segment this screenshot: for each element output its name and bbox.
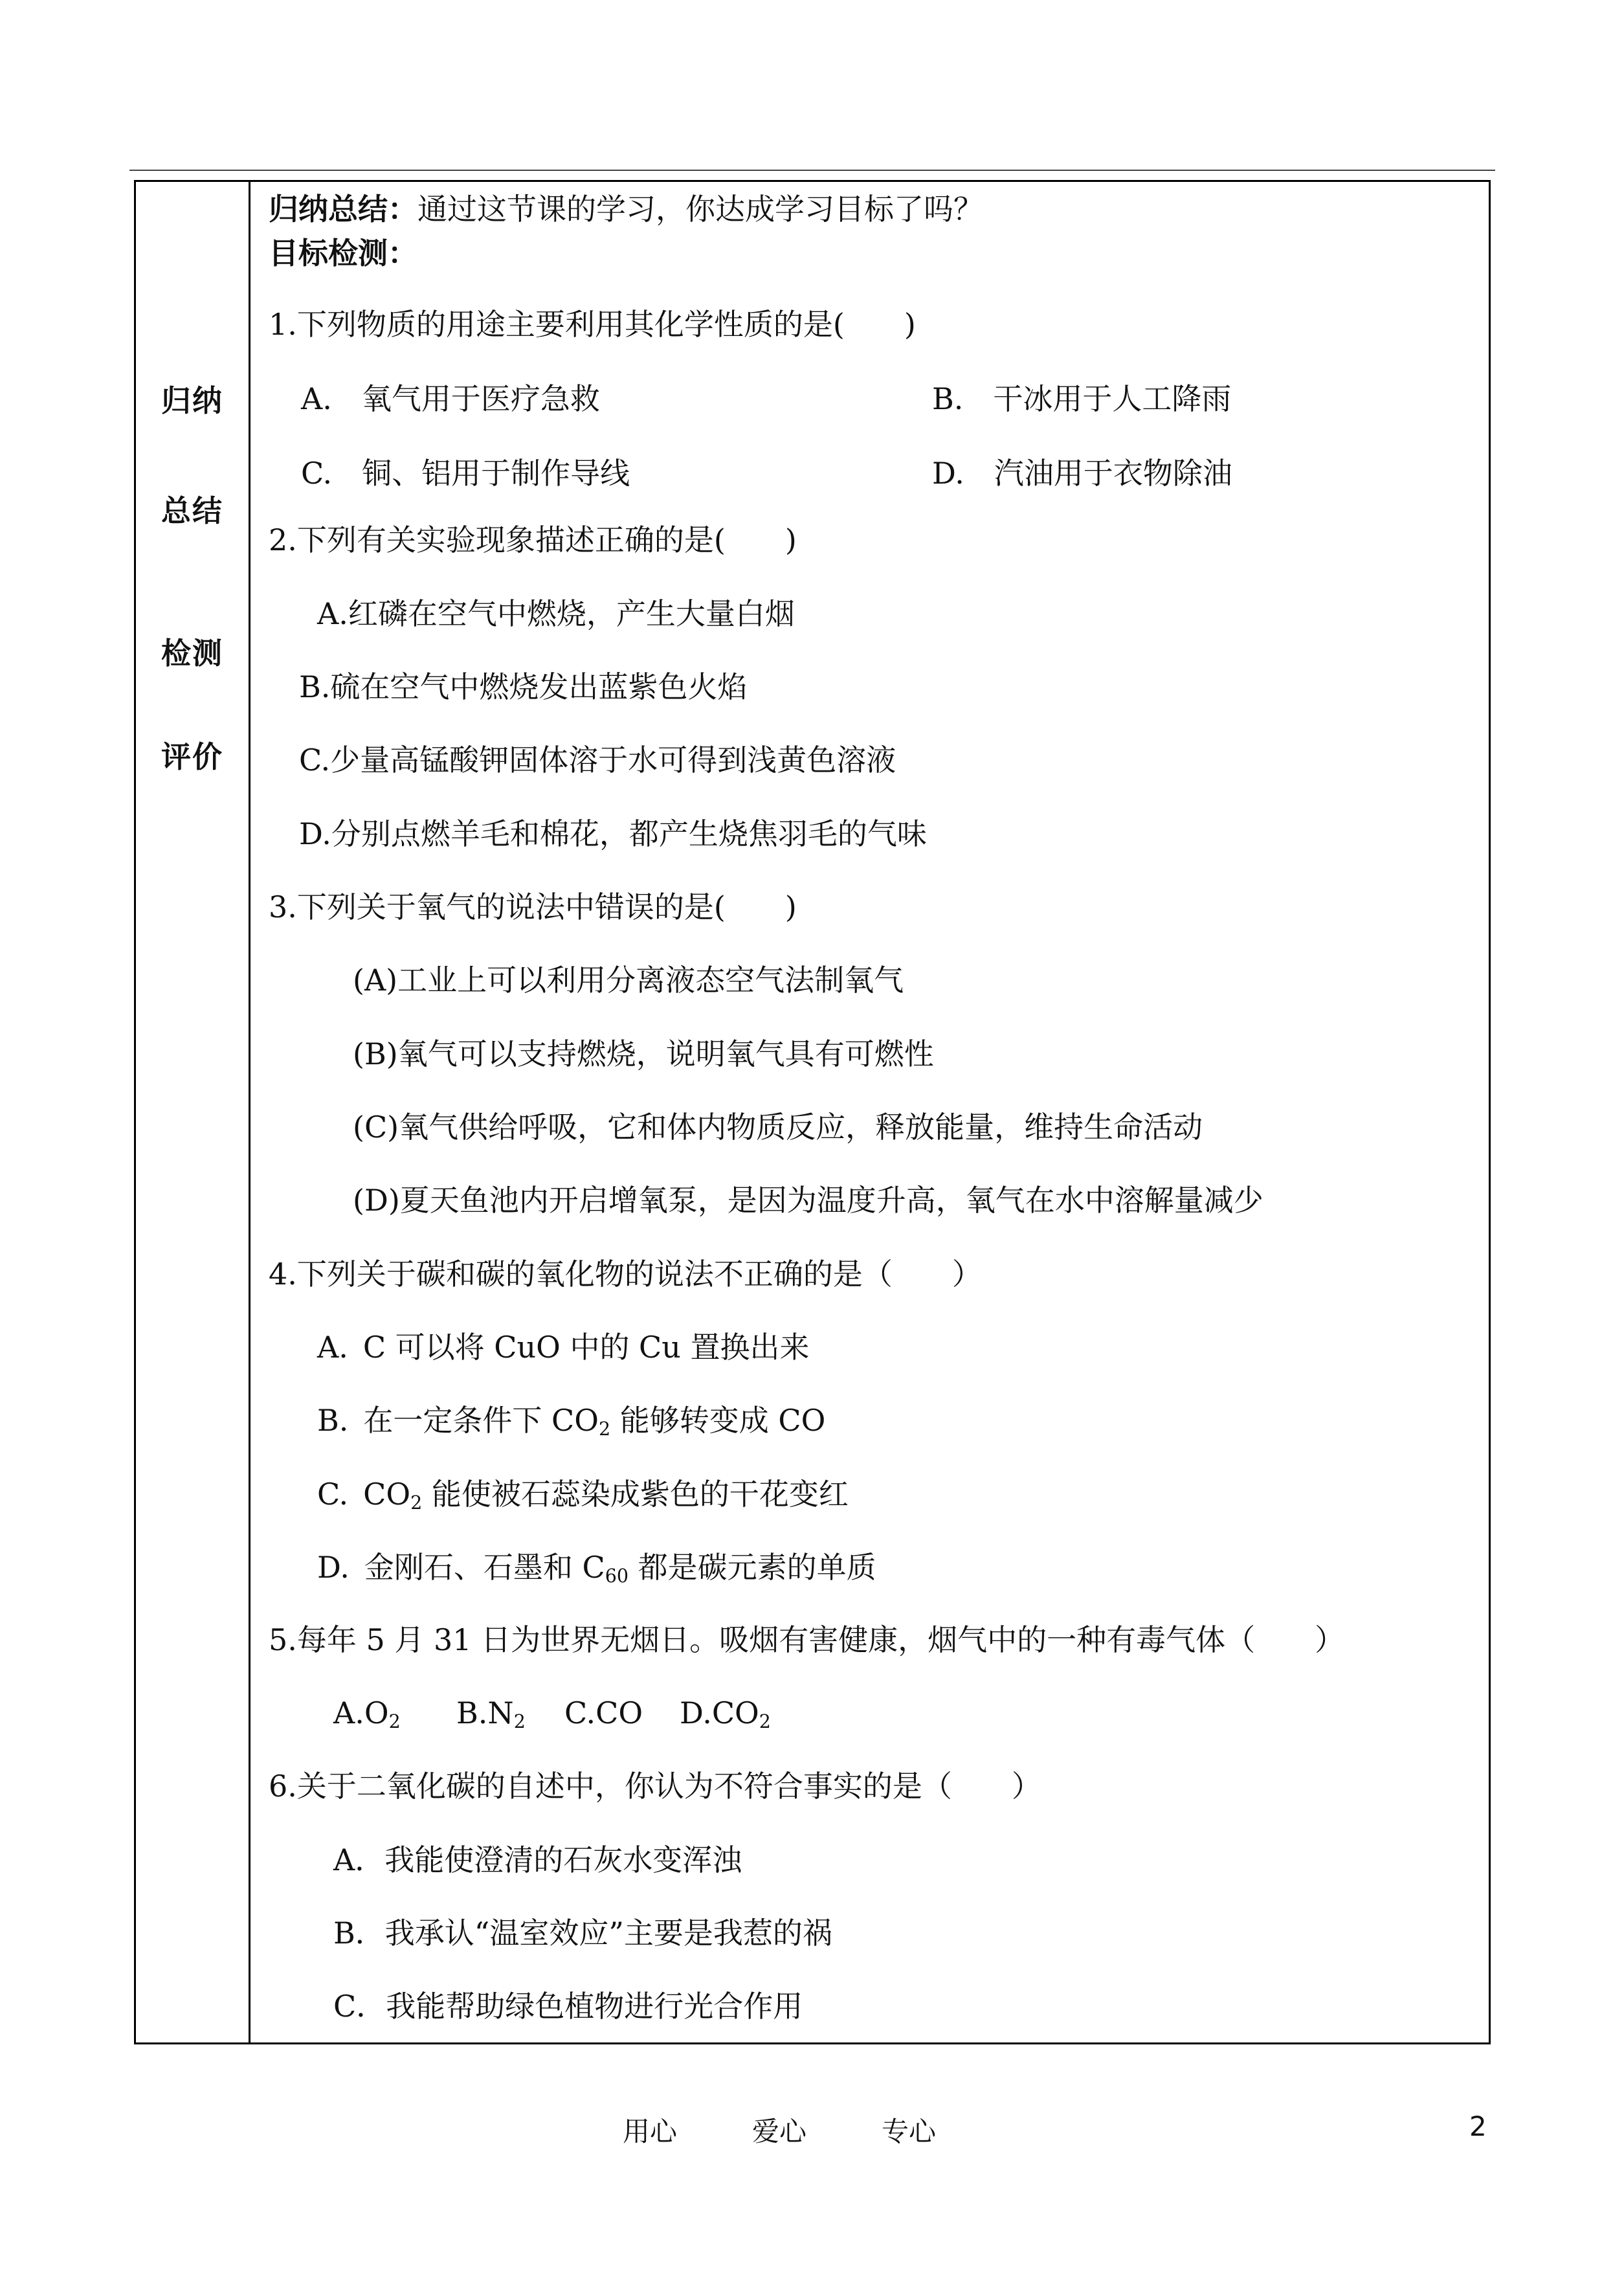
side-label-guina: 归纳	[161, 383, 223, 418]
q3-option-b: (B)氧气可以支持燃烧，说明氧气具有可燃性	[353, 1036, 934, 1071]
q4-option-d: D. 金刚石、石墨和 $C_{60}$ 都是碳元素的单质	[317, 1550, 876, 1587]
q2-option-d: D.分别点燃羊毛和棉花，都产生烧焦羽毛的气味	[299, 816, 927, 851]
q4-stem: 4.下列关于碳和碳的氧化物的说法不正确的是（ ）	[269, 1257, 982, 1292]
q1-option-c: C. 铜、铝用于制作导线	[301, 456, 630, 491]
header-rule	[129, 170, 1495, 171]
q3-stem: 3.下列关于氧气的说法中错误的是( )	[269, 889, 797, 924]
q1-stem: 1.下列物质的用途主要利用其化学性质的是( )	[269, 307, 916, 342]
q4-option-a: A. C 可以将 CuO 中的 Cu 置换出来	[317, 1330, 810, 1365]
q3-option-d: (D)夏天鱼池内开启增氧泵，是因为温度升高，氧气在水中溶解量减少	[353, 1183, 1263, 1218]
check-heading: 目标检测：	[269, 236, 417, 271]
q6-stem: 6.关于二氧化碳的自述中，你认为不符合事实的是（ ）	[269, 1769, 1041, 1804]
q2-option-a: A.红磷在空气中燃烧，产生大量白烟	[317, 596, 795, 631]
q1-option-a: A. 氧气用于医疗急救	[301, 381, 600, 416]
q5-stem: 5.每年 5 月 31 日为世界无烟日。吸烟有害健康，烟气中的一种有毒气体（ ）	[269, 1622, 1345, 1657]
q3-option-a: (A)工业上可以利用分离液态空气法制氧气	[353, 963, 904, 998]
side-label-jiance: 检测	[161, 636, 223, 671]
q1-option-b: B. 干冰用于人工降雨	[932, 381, 1232, 416]
q6-option-a: A．我能使澄清的石灰水变浑浊	[333, 1842, 742, 1877]
q1-option-d: D. 汽油用于衣物除油	[932, 456, 1232, 491]
q5-option-d: $D.CO_2$	[680, 1695, 771, 1733]
side-label-zongjie: 总结	[161, 493, 223, 528]
summary-line	[269, 190, 983, 229]
side-label-pingjia: 评价	[161, 739, 223, 774]
q4-option-b: B. 在一定条件下 $CO_2$ 能够转变成 CO	[317, 1403, 826, 1440]
q5-option-b: $B.N_2$	[456, 1695, 526, 1733]
q2-option-b: B.硫在空气中燃烧发出蓝紫色火焰	[299, 669, 748, 704]
q5-option-a: $A.O_2$	[333, 1695, 401, 1733]
q6-option-b: B．我承认“温室效应”主要是我惹的祸	[333, 1916, 832, 1951]
footer-motto-1: 用心	[623, 2116, 678, 2147]
q4-option-c: C. $CO_2$ 能使被石蕊染成紫色的干花变红	[317, 1477, 849, 1514]
page-number: 2	[1469, 2110, 1487, 2142]
summary-text: 通过这节课的学习，你达成学习目标了吗？	[417, 192, 983, 227]
column-divider	[249, 182, 250, 2042]
q3-option-c: (C)氧气供给呼吸，它和体内物质反应，释放能量，维持生命活动	[353, 1110, 1203, 1145]
q2-stem: 2.下列有关实验现象描述正确的是( )	[269, 522, 797, 557]
q5-option-c: C.CO	[564, 1695, 643, 1730]
summary-lead: 归纳总结：	[269, 192, 417, 227]
content-table	[134, 180, 1491, 2044]
q6-option-c: C．我能帮助绿色植物进行光合作用	[333, 1989, 803, 2024]
q2-option-c: C.少量高锰酸钾固体溶于水可得到浅黄色溶液	[299, 743, 896, 777]
footer-motto-2: 爱心	[752, 2116, 807, 2147]
footer-motto-3: 专心	[882, 2116, 937, 2147]
